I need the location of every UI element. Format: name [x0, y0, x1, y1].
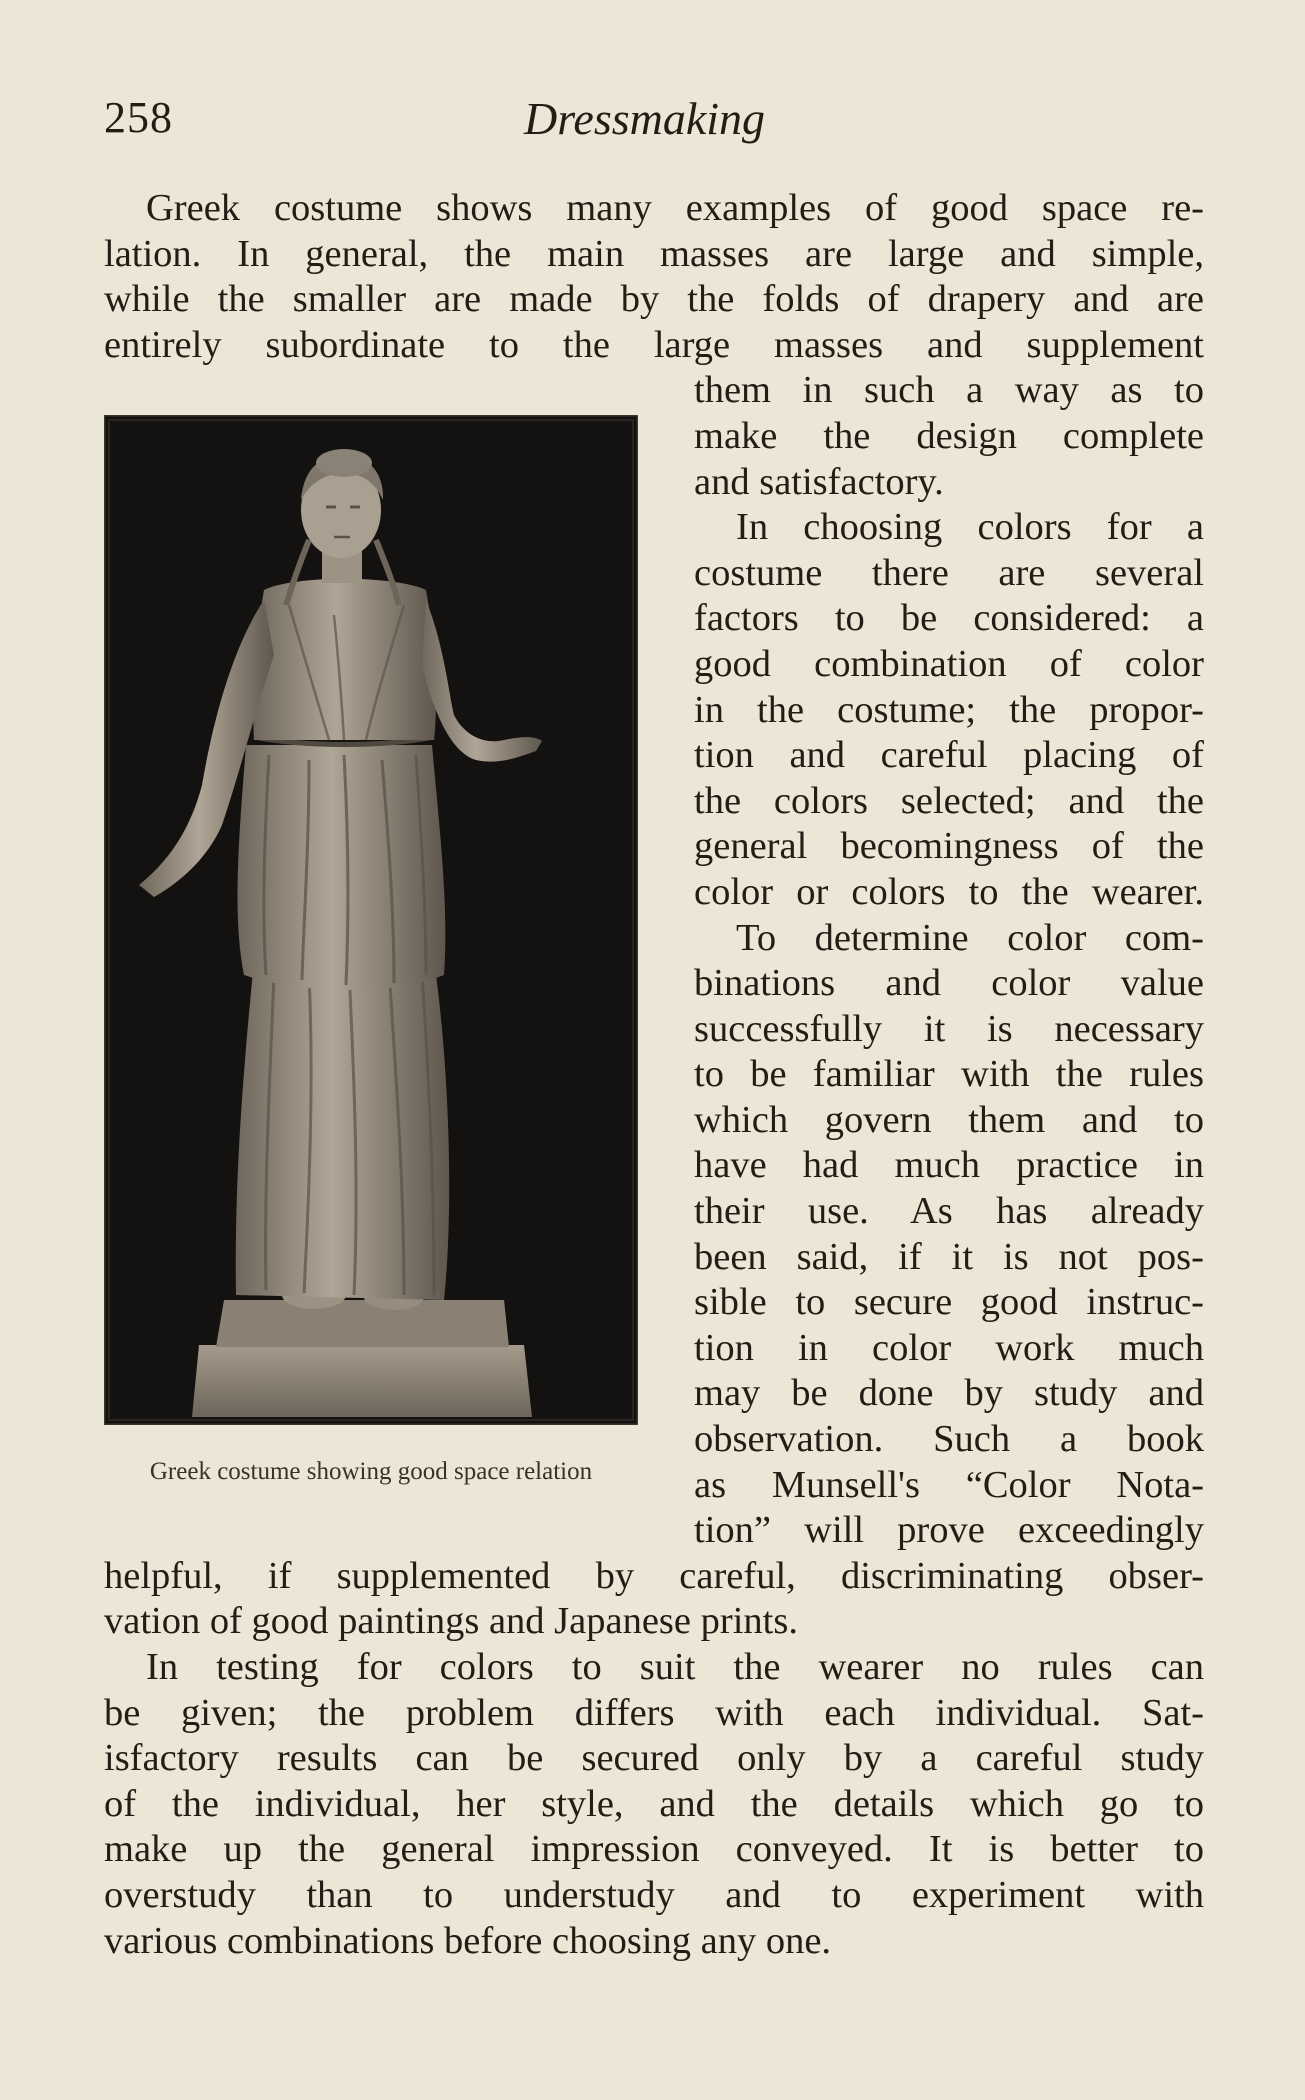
- text-line: binations and color value: [694, 962, 1204, 1005]
- text-line: may be done by study and: [694, 1372, 1204, 1415]
- figure-caption: Greek costume showing good space relation: [149, 1458, 593, 1485]
- text-line: to be familiar with the rules: [694, 1053, 1204, 1096]
- text-line: in the costume; the propor-: [694, 688, 1204, 731]
- text-line: of the individual, her style, and the details which go to: [104, 1782, 1204, 1825]
- text-line: them in such a way as to: [694, 369, 1204, 412]
- text-line: and satisfactory.: [694, 460, 944, 503]
- text-line: sible to secure good instruc-: [694, 1281, 1204, 1324]
- text-line: general becomingness of the: [694, 825, 1204, 868]
- text-line: which govern them and to: [694, 1098, 1204, 1141]
- text-line: their use. As has already: [694, 1190, 1204, 1233]
- page-header: [104, 92, 1204, 152]
- text-line: been said, if it is not pos-: [694, 1235, 1204, 1278]
- text-line: Greek costume shows many examples of good space re-: [146, 187, 1204, 229]
- text-line: isfactory results can be secured only by a careful study: [104, 1737, 1204, 1780]
- page-number: 258: [104, 93, 173, 142]
- figure: [104, 415, 638, 1489]
- text-line: good combination of color: [694, 642, 1204, 685]
- text-line: To determine color com-: [736, 916, 1204, 959]
- text-line: tion” will prove exceedingly: [694, 1509, 1204, 1552]
- text-line: vation of good paintings and Japanese prints.: [104, 1600, 798, 1643]
- text-line: while the smaller are made by the folds of drapery and are: [104, 278, 1204, 321]
- text-line: various combinations before choosing any one.: [104, 1919, 832, 1962]
- text-line: observation. Such a book: [694, 1418, 1204, 1461]
- statue-photograph: [104, 415, 638, 1425]
- text-line: the colors selected; and the: [694, 779, 1204, 822]
- text-line: be given; the problem differs with each individual. Sat-: [104, 1691, 1204, 1734]
- text-line: In testing for colors to suit the wearer no rules can: [146, 1646, 1204, 1688]
- text-line: make the design complete: [694, 414, 1204, 457]
- text-line: lation. In general, the main masses are large and simple,: [104, 232, 1204, 275]
- text-line: make up the general impression conveyed. It is better to: [104, 1828, 1204, 1871]
- text-line: factors to be considered: a: [694, 597, 1204, 640]
- text-line: tion and careful placing of: [694, 734, 1204, 777]
- running-title: Dressmaking: [524, 93, 766, 144]
- text-line: entirely subordinate to the large masses and supplement: [104, 323, 1204, 366]
- text-line: costume there are several: [694, 551, 1204, 594]
- text-line: successfully it is necessary: [694, 1007, 1204, 1050]
- text-line: color or colors to the wearer.: [694, 870, 1204, 913]
- text-line: have had much practice in: [694, 1144, 1204, 1187]
- text-line: helpful, if supplemented by careful, discriminating obser-: [104, 1554, 1204, 1597]
- text-line: tion in color work much: [694, 1326, 1204, 1369]
- text-line: overstudy than to understudy and to experiment with: [104, 1873, 1204, 1916]
- text-line: as Munsell's “Color Nota-: [694, 1463, 1204, 1506]
- text-line: In choosing colors for a: [736, 506, 1204, 549]
